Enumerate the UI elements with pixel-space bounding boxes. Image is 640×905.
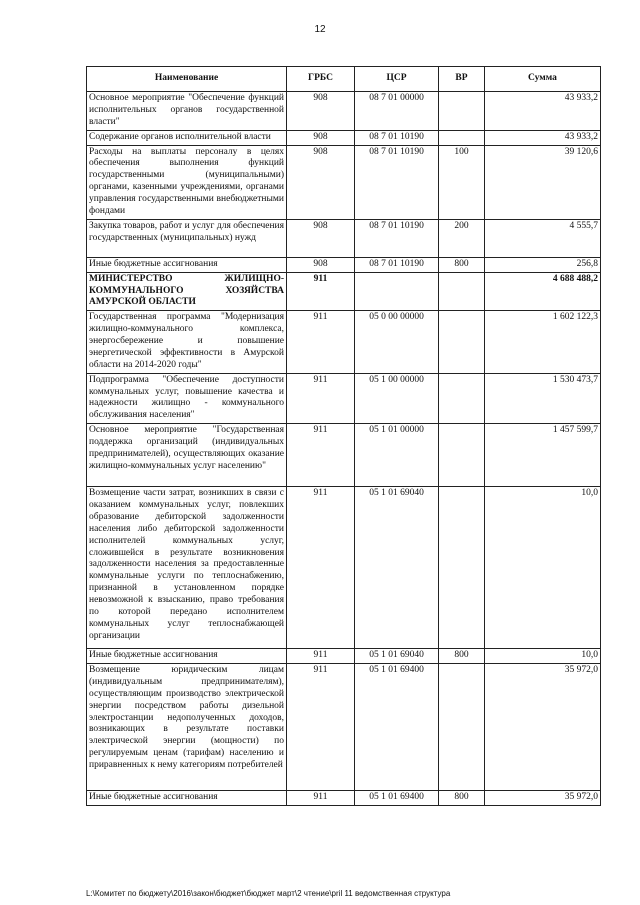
row-grbs-cell: 911 [287, 311, 355, 373]
row-grbs-cell: 911 [287, 649, 355, 664]
row-name-cell: Иные бюджетные ассигнования [87, 649, 287, 664]
row-vr-cell: 200 [439, 219, 485, 257]
row-vr-cell [439, 311, 485, 373]
table-header-row [87, 67, 601, 92]
row-csr-cell: 08 7 01 10190 [355, 145, 439, 219]
file-path-footer: L:\Комитет по бюджету\2016\закон\бюджет\бюджет март\2 чтение\pril 11 ведомственная структура [86, 889, 451, 898]
table-row [87, 130, 601, 145]
table-row [87, 92, 601, 131]
table-row [87, 145, 601, 219]
row-name-cell: МИНИСТЕРСТВО ЖИЛИЩНО-КОММУНАЛЬНОГО ХОЗЯЙСТВА АМУРСКОЙ ОБЛАСТИ [87, 272, 287, 311]
header-sum: Сумма [485, 67, 601, 92]
table-row [87, 649, 601, 664]
row-sum-cell: 256,8 [485, 257, 601, 272]
row-grbs-cell: 908 [287, 130, 355, 145]
row-name-cell: Иные бюджетные ассигнования [87, 257, 287, 272]
row-name-cell: Государственная программа "Модернизация жилищно-коммунального комплекса, энергосбережение и повышение энергетической эффективности в Амурской области на 2014-2020 годы" [87, 311, 287, 373]
row-name-cell: Содержание органов исполнительной власти [87, 130, 287, 145]
row-vr-cell [439, 92, 485, 131]
row-name-cell: Подпрограмма "Обеспечение доступности коммунальных услуг, повышение качества и надежности жилищно - коммунального обслуживания населения" [87, 373, 287, 424]
row-name-cell: Расходы на выплаты персоналу в целях обеспечения выполнения функций государственными (муниципальными) органами, казенными учреждениями, органами управления государственными внебюджетными фондами [87, 145, 287, 219]
row-csr-cell: 08 7 01 00000 [355, 92, 439, 131]
row-csr-cell: 05 1 01 00000 [355, 424, 439, 487]
row-sum-cell: 35 972,0 [485, 791, 601, 806]
row-sum-cell: 4 688 488,2 [485, 272, 601, 311]
row-csr-cell: 08 7 01 10190 [355, 130, 439, 145]
row-name-cell: Закупка товаров, работ и услуг для обеспечения государственных (муниципальных) нужд [87, 219, 287, 257]
row-sum-cell: 1 457 599,7 [485, 424, 601, 487]
row-vr-cell [439, 373, 485, 424]
row-csr-cell: 05 1 01 69040 [355, 649, 439, 664]
row-sum-cell: 39 120,6 [485, 145, 601, 219]
table-row [87, 664, 601, 791]
row-csr-cell: 05 1 01 69400 [355, 791, 439, 806]
header-grbs: ГРБС [287, 67, 355, 92]
header-csr: ЦСР [355, 67, 439, 92]
table-body [87, 92, 601, 806]
row-grbs-cell: 908 [287, 145, 355, 219]
row-csr-cell: 05 1 00 00000 [355, 373, 439, 424]
row-sum-cell: 1 530 473,7 [485, 373, 601, 424]
row-csr-cell: 05 1 01 69400 [355, 664, 439, 791]
row-vr-cell [439, 487, 485, 649]
row-sum-cell: 35 972,0 [485, 664, 601, 791]
row-csr-cell: 05 0 00 00000 [355, 311, 439, 373]
row-sum-cell: 4 555,7 [485, 219, 601, 257]
row-grbs-cell: 908 [287, 92, 355, 131]
row-grbs-cell: 911 [287, 664, 355, 791]
row-vr-cell [439, 424, 485, 487]
budget-table [86, 66, 601, 806]
row-vr-cell [439, 130, 485, 145]
row-name-cell: Возмещение части затрат, возникших в связи с оказанием коммунальных услуг, повлекших образование дебиторской задолженности населения либо дебиторской задолженности исполнителей коммунальных услуг, сложившейся в результате возникновения задолженности населения за предоставленные коммунальные услуги по теплоснабжению, признанной в установленном порядке невозможной к взысканию, право требования по которой передано исполнителем коммунальных услуг теплоснабжающей организации [87, 487, 287, 649]
row-name-cell: Иные бюджетные ассигнования [87, 791, 287, 806]
row-csr-cell [355, 272, 439, 311]
header-vr: ВР [439, 67, 485, 92]
table-row [87, 424, 601, 487]
row-grbs-cell: 911 [287, 791, 355, 806]
row-grbs-cell: 908 [287, 257, 355, 272]
table-row [87, 257, 601, 272]
table-row [87, 219, 601, 257]
row-vr-cell: 800 [439, 649, 485, 664]
page-number: 12 [314, 24, 326, 35]
row-sum-cell: 43 933,2 [485, 92, 601, 131]
row-grbs-cell: 908 [287, 219, 355, 257]
row-vr-cell [439, 664, 485, 791]
row-sum-cell: 10,0 [485, 649, 601, 664]
row-vr-cell: 100 [439, 145, 485, 219]
table-row [87, 791, 601, 806]
row-name-cell: Основное мероприятие "Государственная поддержка организаций (индивидуальных предпринимателей), осуществляющих оказание жилищно-коммунальных услуг населению" [87, 424, 287, 487]
row-csr-cell: 08 7 01 10190 [355, 219, 439, 257]
row-sum-cell: 10,0 [485, 487, 601, 649]
row-grbs-cell: 911 [287, 272, 355, 311]
table-row [87, 272, 601, 311]
row-sum-cell: 43 933,2 [485, 130, 601, 145]
header-name: Наименование [87, 67, 287, 92]
row-grbs-cell: 911 [287, 373, 355, 424]
table-row [87, 487, 601, 649]
row-vr-cell [439, 272, 485, 311]
table-row [87, 373, 601, 424]
table-row [87, 311, 601, 373]
row-vr-cell: 800 [439, 791, 485, 806]
row-sum-cell: 1 602 122,3 [485, 311, 601, 373]
row-name-cell: Возмещение юридическим лицам (индивидуальным предпринимателям), осуществляющим производство электрической энергии посредством работы дизельной электростанции недополученных доходов, возникающих в результате поставки электрической энергии (мощности) по регулируемым ценам (тарифам) населению и приравненных к нему категориям потребителей [87, 664, 287, 791]
row-grbs-cell: 911 [287, 424, 355, 487]
row-vr-cell: 800 [439, 257, 485, 272]
row-grbs-cell: 911 [287, 487, 355, 649]
row-name-cell: Основное мероприятие "Обеспечение функций исполнительных органов государственной власти" [87, 92, 287, 131]
row-csr-cell: 08 7 01 10190 [355, 257, 439, 272]
row-csr-cell: 05 1 01 69040 [355, 487, 439, 649]
